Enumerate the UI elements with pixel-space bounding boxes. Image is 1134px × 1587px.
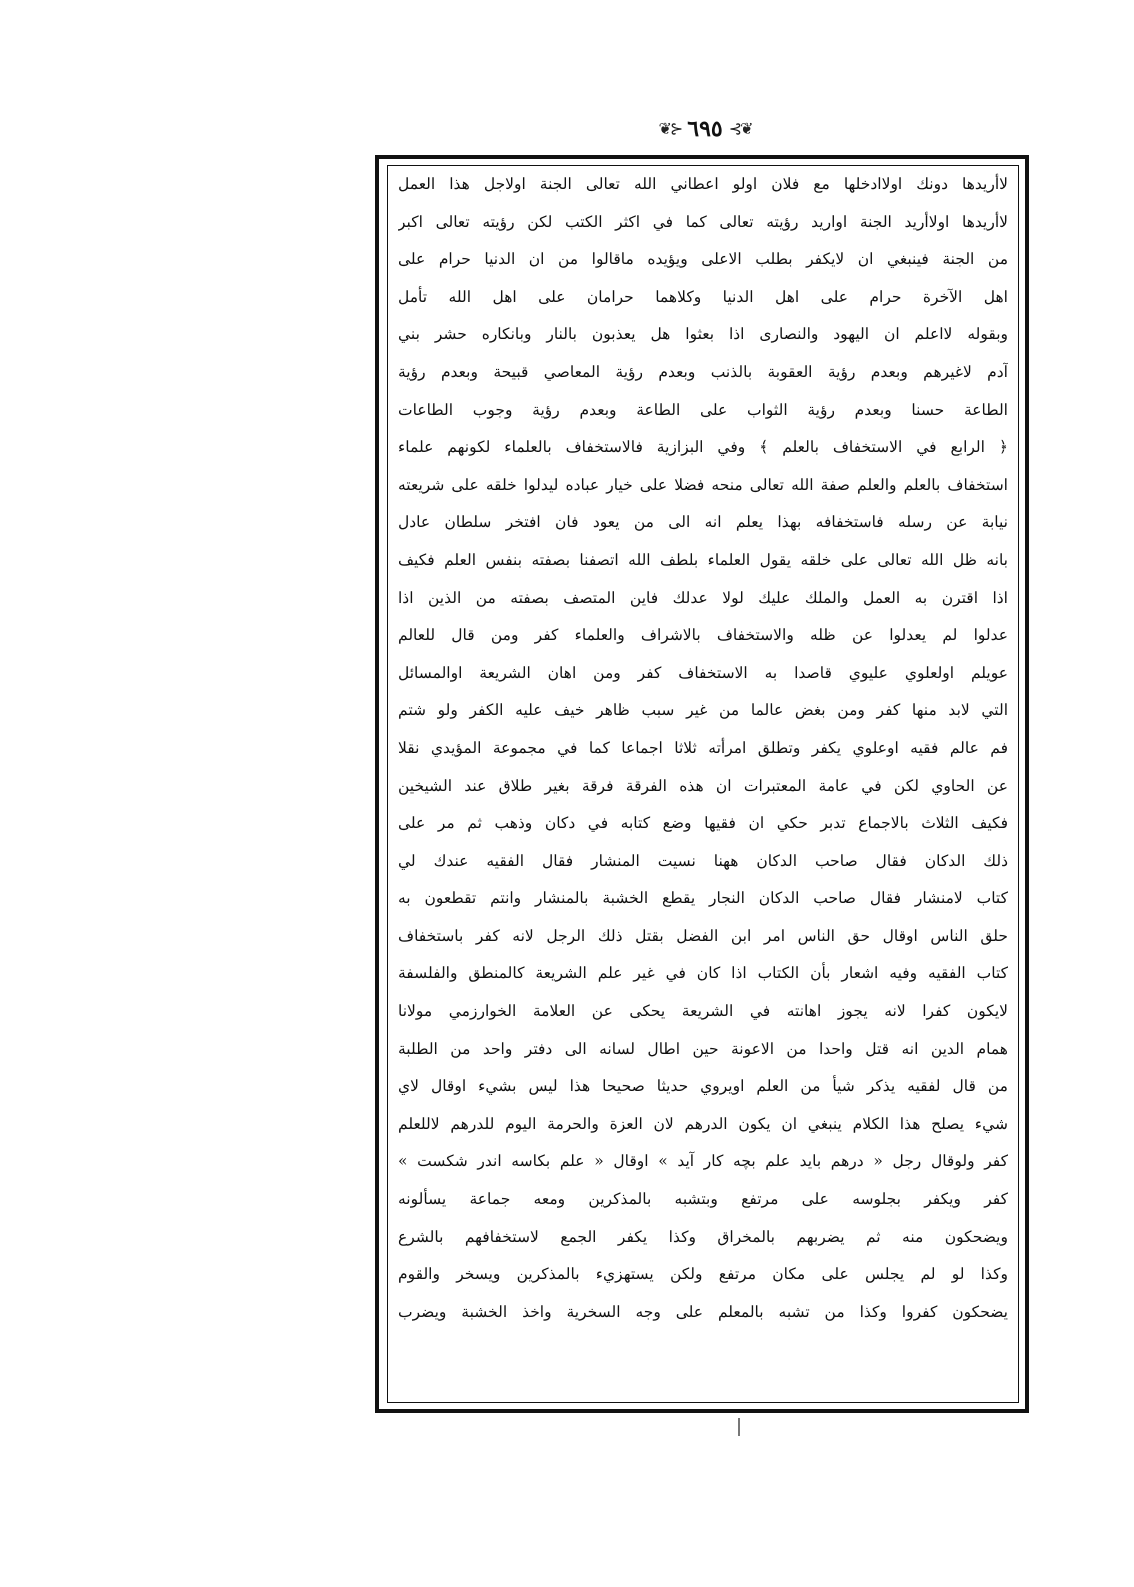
page-number: ٦٩٥	[687, 116, 723, 142]
text-line: لاأريدها اولاأريد الجنة اواريد رؤيته تعالى كما في اكثر الكتب لكن رؤيته تعالى اكبر	[398, 212, 1008, 231]
text-line: فكيف الثلاث بالاجماع تدبر حكي ان فقيها وضع كتابه في دكان وذهب ثم مر على	[398, 814, 1008, 833]
text-line: اذا اقترن به العمل والملك عليك لولا عدلك فاين المتصف بصفته من الذين اذا	[398, 588, 1008, 607]
text-line: نيابة عن رسله فاستخفافه بهذا يعلم انه الى من يعود فان افتخر سلطان عادل	[398, 513, 1008, 532]
text-line: اهل الآخرة حرام على اهل الدنيا وكلاهما حرامان على اهل الله تأمل	[398, 287, 1008, 306]
text-line: ذلك الدكان فقال صاحب الدكان ههنا نسيت المنشار فقال الفقيه عندك لي	[398, 851, 1008, 870]
text-line: حلق الناس اوقال حق الناس امر ابن الفضل بقتل ذلك الرجل لانه كفر باستخفاف	[398, 926, 1008, 945]
text-frame	[375, 155, 1029, 1413]
text-line: بانه ظل الله تعالى على خلقه يقول العلماء بلطف الله اتصفنا بصفته بنفس العلم فكيف	[398, 550, 1008, 569]
text-line: همام الدين انه قتل واحدا من الاعونة حين اطال لسانه الى دفتر واحد من الطلبة	[398, 1039, 1008, 1058]
text-line: كفر ولوقال رجل « درهم بايد علم بچه كار آيد » اوقال « علم بكاسه اندر شكست »	[398, 1152, 1008, 1171]
text-line: كتاب الفقيه وفيه اشعار بأن الكتاب اذا كان في غير علم الشريعة كالمنطق والفلسفة	[398, 964, 1008, 983]
text-line: كفر ويكفر بجلوسه على مرتفع وبتشبه بالمذكرين ومعه جماعة يسألونه	[398, 1190, 1008, 1209]
section-heading-line: ﴿ الرابع في الاستخفاف بالعلم ﴾ وفي البزازية فالاستخفاف بالعلماء لكونهم علماء	[398, 438, 1008, 457]
ornament-right-icon: ❦⊱	[658, 119, 682, 138]
text-line: من الجنة فينبغي ان لايكفر بطلب الاعلى ويؤيده ماقالوا من ان الدنيا حرام على	[398, 250, 1008, 269]
text-line: لاأريدها دونك اولاادخلها مع فلان اولو اعطاني الله تعالى الجنة اولاجل هذا العمل	[398, 175, 1008, 193]
text-line: آدم لاغيرهم وبعدم رؤية العقوبة بالذنب وبعدم رؤية المعاصي قبيحة وبعدم رؤية	[398, 362, 1008, 381]
text-line: يضحكون كفروا وكذا من تشبه بالمعلم على وجه السخرية واخذ الخشبة ويضرب	[398, 1302, 1008, 1321]
text-line: من قال لفقيه يذكر شيأ من العلم اويروي حديثا صحيحا هذا ليس بشيء اوقال لاي	[398, 1077, 1008, 1096]
text-line: التي لابد منها كفر ومن بغض عالما من غير سبب ظاهر خيف عليه الكفر ولو شتم	[398, 701, 1008, 720]
text-line: ويضحكون منه ثم يضربهم بالمخراق وكذا يكفر الجمع لاستخفافهم بالشرع	[398, 1227, 1008, 1246]
text-line: عدلوا لم يعدلوا عن ظله والاستخفاف بالاشراف والعلماء كفر ومن قال للعالم	[398, 626, 1008, 645]
text-line: فم عالم فقيه اوعلوي يكفر وتطلق امرأته ثلاثا اجماعا كما في مجموعة المؤيدي نقلا	[398, 738, 1008, 757]
page-header	[620, 112, 790, 146]
text-line: عويلم اولعلوي عليوي قاصدا به الاستخفاف كفر ومن اهان الشريعة اوالمسائل	[398, 663, 1008, 682]
text-line: عن الحاوي لكن في عامة المعتبرات ان هذه الفرقة فرقة بغير طلاق عند الشيخين	[398, 776, 1008, 795]
text-line: كتاب لامنشار فقال صاحب الدكان النجار يقطع الخشبة بالمنشار وانتم تقطعون به	[398, 889, 1008, 908]
footer-mark	[738, 1418, 740, 1436]
text-line: وبقوله لااعلم ان اليهود والنصارى اذا بعثوا هل يعذبون بالنار وبانكاره حشر بني	[398, 325, 1008, 344]
text-line: استخفاف بالعلم والعلم صفة الله تعالى منحه فضلا على خيار عباده ليدلوا خلقه على شريعته	[398, 475, 1008, 494]
text-line: وكذا لو لم يجلس على مكان مرتفع ولكن يستهزيء بالمذكرين ويسخر والقوم	[398, 1265, 1008, 1284]
text-line: الطاعة حسنا وبعدم رؤية الثواب على الطاعة وبعدم رؤية وجوب الطاعات	[398, 400, 1008, 419]
text-line: شيء يصلح هذا الكلام ينبغي ان يكون الدرهم لان العزة والحرمة اليوم للدرهم لاللعلم	[398, 1114, 1008, 1133]
body-text	[398, 166, 1008, 1331]
text-frame-inner	[387, 165, 1019, 1403]
ornament-left-icon: ⊰❦	[728, 119, 752, 138]
text-line: لايكون كفرا لانه يجوز اهانته في الشريعة يحكى عن العلامة الخوارزمي مولانا	[398, 1002, 1008, 1021]
